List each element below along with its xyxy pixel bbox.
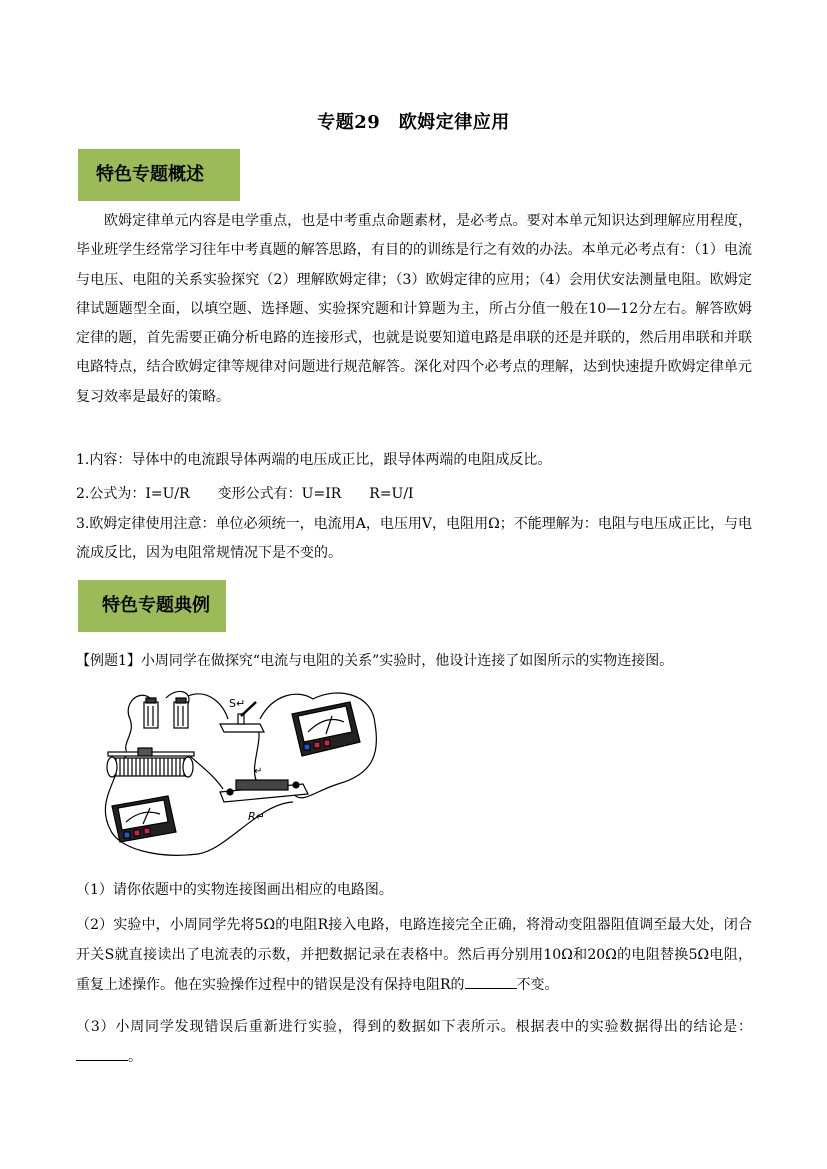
resistor-label: R↵ (248, 810, 265, 823)
wire (188, 754, 223, 789)
note-item: 3.欧姆定律使用注意：单位必须统一，电流用A，电压用V，电阻用Ω；不能理解为：电阻与电压成正比，与电流成反比，因为电阻常规情况下是不变的。 (76, 516, 752, 562)
example-label: 【例题1】 (76, 653, 141, 669)
definition-item: 1.内容：导体中的电流跟导体两端的电压成正比，跟导体两端的电阻成反比。 (76, 452, 552, 468)
example-text: 小周同学在做探究“电流与电阻的关系”实验时，他设计连接了如图所示的实物连接图。 (140, 653, 674, 669)
switch-label: S↵ (229, 697, 246, 710)
answer-blank[interactable] (465, 976, 517, 989)
wire-mark: ↵ (254, 766, 263, 777)
section-heading: 特色专题典例 (102, 595, 210, 616)
circuit-figure (98, 684, 383, 862)
page-title: 专题29 欧姆定律应用 (317, 112, 510, 133)
section-heading: 特色专题概述 (96, 164, 204, 185)
rheostat (107, 748, 194, 777)
answer-blank[interactable] (76, 1048, 128, 1061)
section-banner-examples (78, 580, 226, 632)
question-2-tail: 不变。 (516, 977, 559, 993)
overview-paragraph: 欧姆定律单元内容是电学重点，也是中考重点命题素材，是必考点。要对本单元知识达到理解应用程度，毕业班学生经常学习往年中考真题的解答思路，有目的的训练是行之有效的办法。本单元必考点有：（1）电流与电压、电阻的关系实验探究（2）理解欧姆定律；（3）欧姆定律的应用；（4）会用伏安法测量电阻。欧姆定律试题题型全面，以填空题、选择题、实验探究题和计算题为主，所占分值一般在10—12分左右。解答欧姆定律的题，首先需要正确分析电路的连接形式，也就是说要知道电路是串联的还是并联的，然后用串联和并联电路特点，结合欧姆定律等规律对问题进行规范解答。深化对四个必考点的理解，达到快速提升欧姆定律单元复习效率是最好的策略。 (76, 213, 752, 405)
wire (188, 694, 228, 719)
ammeter (112, 796, 176, 842)
question-1: （1）请你依题中的实物连接图画出相应的电路图。 (76, 882, 393, 898)
battery (144, 698, 188, 728)
voltmeter (292, 702, 360, 756)
resistor (220, 780, 308, 802)
question-3 (76, 1012, 752, 1072)
question-3-text: （3）小周同学发现错误后重新进行实验，得到的数据如下表所示。根据表中的实验数据得出的结论是： (76, 1019, 752, 1035)
question-2 (76, 910, 752, 1000)
question-3-end: 。 (128, 1049, 142, 1065)
formula-item: 2.公式为：I=U/R 变形公式有：U=IR R=U/I (76, 486, 414, 502)
section-banner-overview (78, 149, 240, 201)
question-2-text: （2）实验中，小周同学先将5Ω的电阻R接入电路，电路连接完全正确，将滑动变阻器阻值调至最大处，闭合开关S就直接读出了电流表的示数，并把数据记录在表格中。然后再分别用10Ω和20Ω的电阻替换5Ω电阻，重复上述操作。他在实验操作过程中的错误是没有保持电阻R的 (76, 917, 752, 993)
example-intro (76, 650, 673, 670)
